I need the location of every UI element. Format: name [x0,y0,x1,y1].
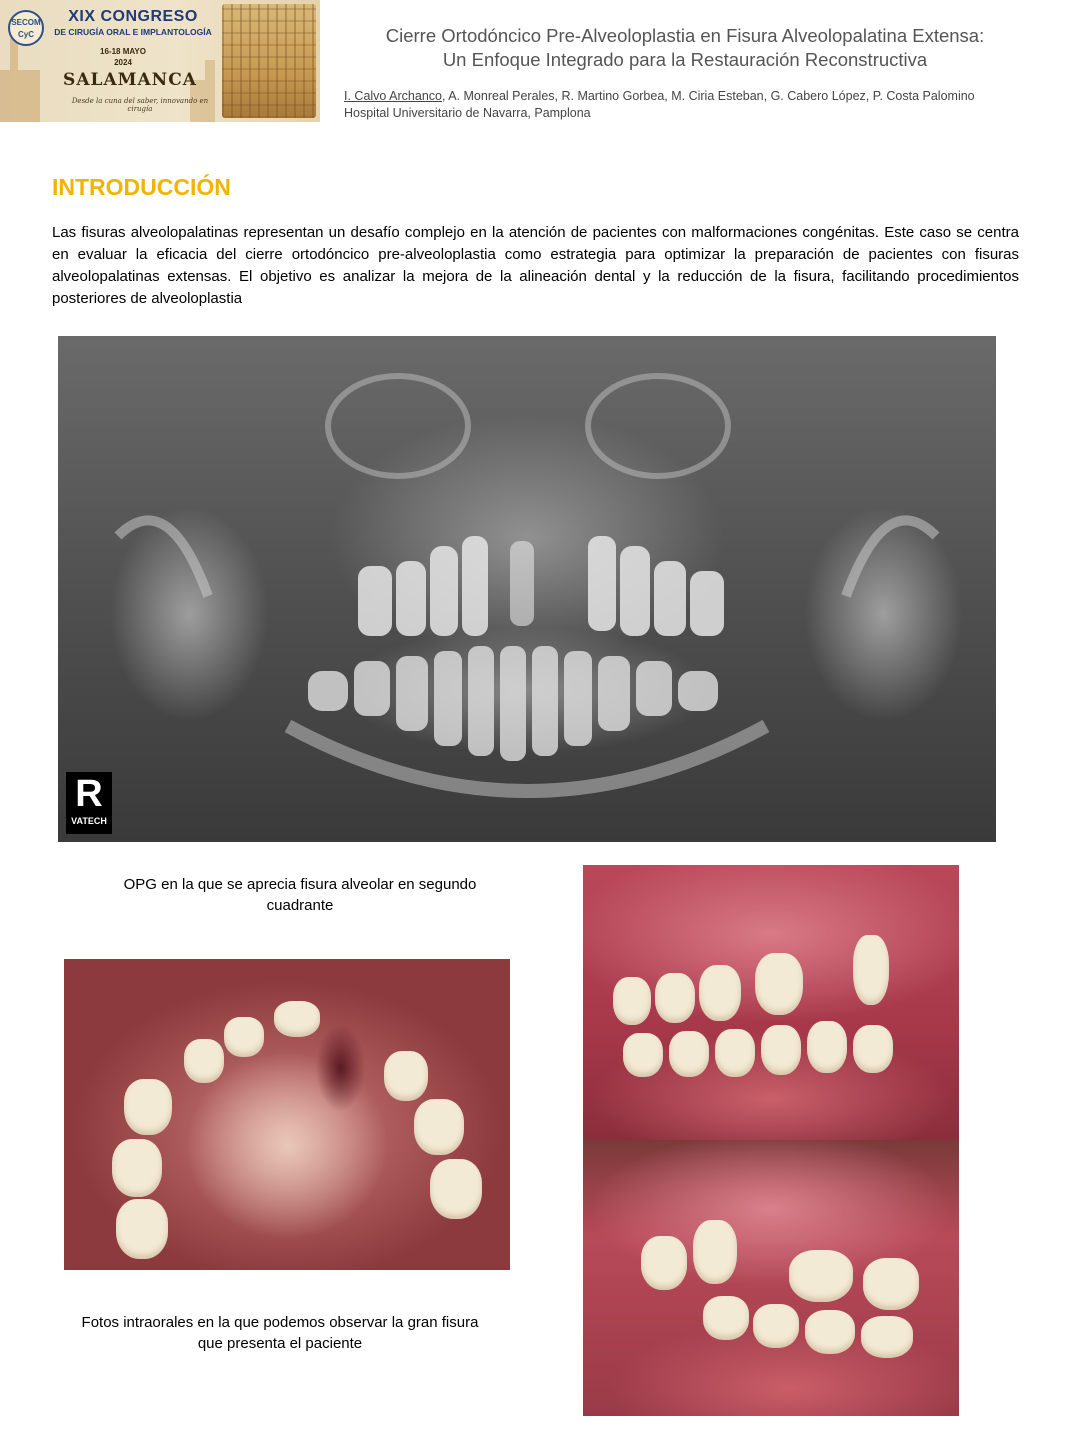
tooth [274,1001,320,1037]
congress-subtitle: DE CIRUGÍA ORAL E IMPLANTOLOGÍA [54,27,212,37]
vatech-logo-letter: R [75,773,103,815]
tooth [184,1039,224,1083]
tooth [789,1250,853,1302]
tooth [623,1033,663,1077]
tooth [613,977,651,1025]
tooth [715,1029,755,1077]
introduction-text: Las fisuras alveolopalatinas representan un desafío complejo en la atención de pacientes con malformaciones congénitas. Este caso se centra en evaluar la eficacia del cierre ortodóncico pre-alveoloplastia como estrategia para optimizar la preparación de pacientes con fisuras alveolopalatinas extensas. El objetivo es analizar la mejora de la alineación dental y la reducción de la fisura, facilitando procedimientos posteriores de alveoloplastia [52,224,1019,307]
congress-dates: 16-18 MAYO [100,47,146,56]
xray-teeth-illustration [58,336,996,842]
tooth [807,1021,847,1073]
tooth [761,1025,801,1075]
affiliation: Hospital Universitario de Navarra, Pamplona [344,106,591,120]
congress-year: 2024 [114,58,132,67]
tooth [641,1236,687,1290]
tooth [805,1310,855,1354]
facade-illustration [222,4,316,118]
section-heading-introduction: INTRODUCCIÓN [52,174,231,200]
tooth [863,1258,919,1310]
panoramic-xray-image [58,336,996,842]
intraoral-photo-lateral-view [583,1140,959,1416]
opg-caption: OPG en la que se aprecia fisura alveolar en segundo cuadrante [123,876,477,914]
congress-city: SALAMANCA [63,70,197,90]
tooth [853,1025,893,1073]
tooth [384,1051,428,1101]
tooth [753,1304,799,1348]
poster-title [340,24,1030,72]
tooth [224,1017,264,1057]
presenting-author: I. Calvo Archanco [344,89,442,103]
congress-name: XIX CONGRESO [68,8,198,25]
title-line-2: Un Enfoque Integrado para la Restauración Reconstructiva [442,49,928,70]
tooth [861,1316,913,1358]
congress-motto: Desde la cuna del saber, innovando en cirugía [71,97,209,113]
co-authors: , A. Monreal Perales, R. Martino Gorbea, M. Ciria Esteban, G. Cabero López, P. Costa Palomino [441,89,975,103]
author-block [344,88,1044,122]
intraoral-caption: Fotos intraorales en la que podemos observar la gran fisura que presenta el paciente [81,1314,479,1352]
tooth [703,1296,749,1340]
tooth [414,1099,464,1155]
tooth [853,935,889,1005]
tooth [693,1220,737,1284]
congress-banner [0,0,320,122]
author-list [344,88,1044,105]
tooth [699,965,741,1021]
intraoral-photo-frontal-view [583,865,959,1140]
society-seal: SECOM CyC [8,10,44,46]
tooth [116,1199,168,1259]
vatech-logo [66,772,112,834]
intraoral-photo-palatal-view [64,959,510,1270]
vatech-logo-text: VATECH [71,816,107,826]
tooth [112,1139,162,1197]
tooth [430,1159,482,1219]
tooth [669,1031,709,1077]
tooth [655,973,695,1023]
title-line-1: Cierre Ortodóncico Pre-Alveoloplastia en Fisura Alveolopalatina Extensa: [385,25,985,46]
tooth [755,953,803,1015]
tooth [124,1079,172,1135]
